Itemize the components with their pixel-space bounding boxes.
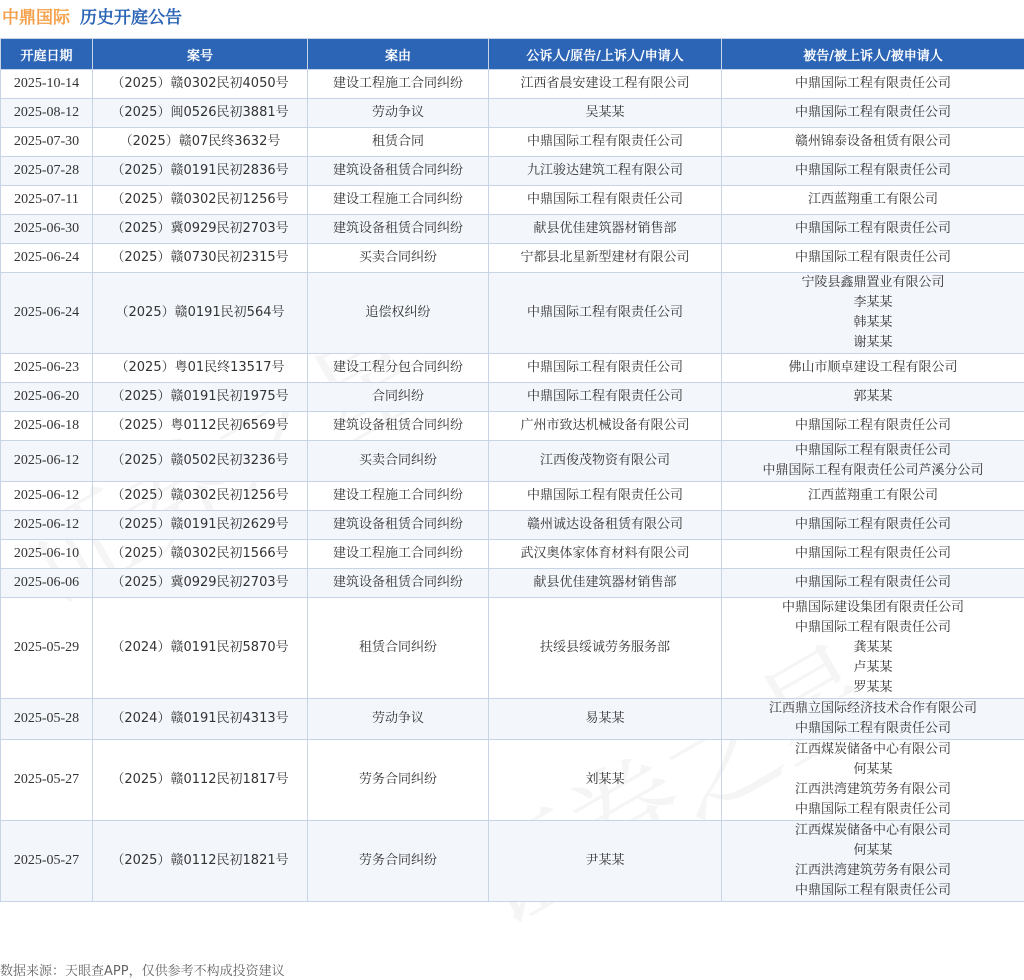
case-number: （2025）赣0302民初1566号	[93, 540, 308, 569]
defendant-cell-entry: 江西煤炭储备中心有限公司	[794, 742, 951, 757]
defendant-cell-entry: 中鼎国际工程有限责任公司	[794, 250, 951, 265]
case-cause: 租赁合同	[308, 128, 489, 157]
hearing-date: 2025-07-11	[1, 186, 93, 215]
case-cause: 租赁合同纠纷	[308, 598, 489, 699]
case-cause: 建筑设备租赁合同纠纷	[308, 511, 489, 540]
hearing-date: 2025-06-12	[1, 441, 93, 482]
case-number: （2025）冀0929民初2703号	[93, 569, 308, 598]
defendant-cell-entry: 郭某某	[853, 389, 893, 404]
case-cause: 建筑设备租赁合同纠纷	[308, 569, 489, 598]
defendant-cell	[722, 157, 1024, 186]
plaintiff-cell	[489, 569, 722, 598]
plaintiff-cell-entry: 中鼎国际工程有限责任公司	[526, 192, 683, 207]
case-cause: 劳动争议	[308, 699, 489, 740]
case-cause: 劳动争议	[308, 99, 489, 128]
hearing-date: 2025-07-30	[1, 128, 93, 157]
column-header-defendant: 被告/被上诉人/被申请人	[722, 39, 1024, 70]
plaintiff-cell	[489, 598, 722, 699]
defendant-cell-entry: 中鼎国际工程有限责任公司	[794, 620, 951, 635]
plaintiff-cell	[489, 383, 722, 412]
defendant-cell	[722, 740, 1024, 821]
defendant-cell-entry: 中鼎国际工程有限责任公司	[794, 517, 951, 532]
table-header-row	[1, 39, 1024, 70]
column-header-cause: 案由	[308, 39, 489, 70]
hearing-date: 2025-05-27	[1, 821, 93, 902]
hearing-date: 2025-06-20	[1, 383, 93, 412]
column-header-case-no: 案号	[93, 39, 308, 70]
table-row	[1, 482, 1024, 511]
defendant-cell-entry: 中鼎国际工程有限责任公司	[794, 105, 951, 120]
case-number: （2025）赣0191民初1975号	[93, 383, 308, 412]
defendant-cell-entry: 中鼎国际工程有限责任公司	[794, 163, 951, 178]
hearing-date: 2025-06-24	[1, 273, 93, 354]
plaintiff-cell	[489, 215, 722, 244]
plaintiff-cell	[489, 354, 722, 383]
defendant-cell-entry: 卢某某	[853, 660, 893, 675]
table-row	[1, 412, 1024, 441]
case-number: （2025）冀0929民初2703号	[93, 215, 308, 244]
hearing-date: 2025-06-23	[1, 354, 93, 383]
plaintiff-cell	[489, 99, 722, 128]
defendant-cell	[722, 244, 1024, 273]
case-number: （2025）赣0502民初3236号	[93, 441, 308, 482]
defendant-cell-entry: 何某某	[853, 762, 893, 777]
plaintiff-cell	[489, 511, 722, 540]
defendant-cell	[722, 128, 1024, 157]
hearing-date: 2025-05-27	[1, 740, 93, 821]
hearing-date: 2025-07-28	[1, 157, 93, 186]
case-number: （2025）赣0730民初2315号	[93, 244, 308, 273]
case-cause: 劳务合同纠纷	[308, 821, 489, 902]
defendant-cell	[722, 699, 1024, 740]
defendant-cell	[722, 482, 1024, 511]
defendant-cell-entry: 中鼎国际工程有限责任公司	[794, 883, 951, 898]
hearing-date: 2025-06-12	[1, 482, 93, 511]
case-cause: 劳务合同纠纷	[308, 740, 489, 821]
table-row	[1, 383, 1024, 412]
hearing-date: 2025-06-06	[1, 569, 93, 598]
plaintiff-cell	[489, 482, 722, 511]
plaintiff-cell	[489, 412, 722, 441]
case-number: （2025）粤0112民初6569号	[93, 412, 308, 441]
table-row	[1, 598, 1024, 699]
table-row	[1, 569, 1024, 598]
case-number: （2025）赣0191民初2836号	[93, 157, 308, 186]
plaintiff-cell-entry: 尹某某	[585, 853, 625, 868]
hearing-date: 2025-06-12	[1, 511, 93, 540]
case-number: （2025）赣07民终3632号	[93, 128, 308, 157]
defendant-cell-entry: 江西鼎立国际经济技术合作有限公司	[768, 701, 977, 716]
plaintiff-cell-entry: 中鼎国际工程有限责任公司	[526, 134, 683, 149]
plaintiff-cell-entry: 武汉奥体家体育材料有限公司	[520, 546, 690, 561]
hearing-date: 2025-10-14	[1, 70, 93, 99]
defendant-cell-entry: 江西蓝翔重工有限公司	[807, 192, 938, 207]
table-row	[1, 186, 1024, 215]
case-number: （2025）赣0191民初564号	[93, 273, 308, 354]
hearing-date: 2025-05-29	[1, 598, 93, 699]
defendant-cell-entry: 中鼎国际建设集团有限责任公司	[781, 600, 964, 615]
table-row	[1, 354, 1024, 383]
defendant-cell	[722, 540, 1024, 569]
table-row	[1, 215, 1024, 244]
defendant-cell-entry: 中鼎国际工程有限责任公司	[794, 575, 951, 590]
hearing-date: 2025-06-18	[1, 412, 93, 441]
plaintiff-cell	[489, 740, 722, 821]
case-cause: 追偿权纠纷	[308, 273, 489, 354]
plaintiff-cell	[489, 70, 722, 99]
plaintiff-cell	[489, 157, 722, 186]
plaintiff-cell-entry: 易某某	[585, 711, 625, 726]
case-cause: 建筑设备租赁合同纠纷	[308, 412, 489, 441]
table-row	[1, 70, 1024, 99]
case-cause: 买卖合同纠纷	[308, 441, 489, 482]
hearing-date: 2025-06-10	[1, 540, 93, 569]
defendant-cell-entry: 中鼎国际工程有限责任公司	[794, 443, 951, 458]
defendant-cell-entry: 中鼎国际工程有限责任公司	[794, 546, 951, 561]
plaintiff-cell-entry: 献县优佳建筑器材销售部	[533, 221, 677, 236]
defendant-cell-entry: 龚某某	[853, 640, 893, 655]
title-bar	[0, 0, 1024, 30]
defendant-cell-entry: 中鼎国际工程有限责任公司芦溪分公司	[762, 463, 984, 478]
defendant-cell-entry: 江西煤炭储备中心有限公司	[794, 823, 951, 838]
plaintiff-cell-entry: 广州市致达机械设备有限公司	[520, 418, 690, 433]
case-number: （2025）赣0112民初1817号	[93, 740, 308, 821]
defendant-cell-entry: 中鼎国际工程有限责任公司	[794, 418, 951, 433]
table-row	[1, 244, 1024, 273]
table-row	[1, 441, 1024, 482]
table-row	[1, 740, 1024, 821]
hearing-date: 2025-06-30	[1, 215, 93, 244]
defendant-cell	[722, 99, 1024, 128]
defendant-cell	[722, 598, 1024, 699]
court-hearing-table	[0, 38, 1024, 902]
table-row	[1, 540, 1024, 569]
defendant-cell	[722, 383, 1024, 412]
defendant-cell-entry: 中鼎国际工程有限责任公司	[794, 221, 951, 236]
case-number: （2025）粤01民终13517号	[93, 354, 308, 383]
plaintiff-cell	[489, 244, 722, 273]
plaintiff-cell-entry: 吴某某	[585, 105, 625, 120]
plaintiff-cell-entry: 江西省晨安建设工程有限公司	[520, 76, 690, 91]
defendant-cell	[722, 215, 1024, 244]
defendant-cell	[722, 273, 1024, 354]
defendant-cell-entry: 何某某	[853, 843, 893, 858]
defendant-cell-entry: 中鼎国际工程有限责任公司	[794, 721, 951, 736]
defendant-cell	[722, 569, 1024, 598]
column-header-date: 开庭日期	[1, 39, 93, 70]
table-row	[1, 99, 1024, 128]
defendant-cell	[722, 441, 1024, 482]
case-cause: 建设工程施工合同纠纷	[308, 540, 489, 569]
plaintiff-cell	[489, 441, 722, 482]
page-title: 历史开庭公告	[80, 7, 182, 28]
plaintiff-cell-entry: 献县优佳建筑器材销售部	[533, 575, 677, 590]
defendant-cell-entry: 江西洪湾建筑劳务有限公司	[794, 863, 951, 878]
plaintiff-cell-entry: 刘某某	[585, 772, 625, 787]
plaintiff-cell	[489, 128, 722, 157]
case-cause: 建筑设备租赁合同纠纷	[308, 157, 489, 186]
defendant-cell-entry: 江西洪湾建筑劳务有限公司	[794, 782, 951, 797]
hearing-date: 2025-06-24	[1, 244, 93, 273]
case-cause: 买卖合同纠纷	[308, 244, 489, 273]
defendant-cell	[722, 186, 1024, 215]
defendant-cell	[722, 412, 1024, 441]
column-header-plaintiff: 公诉人/原告/上诉人/申请人	[489, 39, 722, 70]
table-row	[1, 511, 1024, 540]
defendant-cell	[722, 511, 1024, 540]
case-cause: 建设工程施工合同纠纷	[308, 482, 489, 511]
plaintiff-cell	[489, 821, 722, 902]
case-number: （2025）赣0302民初1256号	[93, 482, 308, 511]
plaintiff-cell-entry: 九江骏达建筑工程有限公司	[526, 163, 683, 178]
table-row	[1, 273, 1024, 354]
table-row	[1, 821, 1024, 902]
case-cause: 建筑设备租赁合同纠纷	[308, 215, 489, 244]
table-body	[1, 70, 1024, 902]
defendant-cell-entry: 韩某某	[853, 315, 893, 330]
defendant-cell	[722, 354, 1024, 383]
case-cause: 建设工程施工合同纠纷	[308, 186, 489, 215]
case-number: （2025）赣0191民初2629号	[93, 511, 308, 540]
plaintiff-cell-entry: 中鼎国际工程有限责任公司	[526, 305, 683, 320]
defendant-cell-entry: 赣州锦泰设备租赁有限公司	[794, 134, 951, 149]
case-number: （2025）赣0112民初1821号	[93, 821, 308, 902]
defendant-cell	[722, 70, 1024, 99]
company-name: 中鼎国际	[2, 7, 70, 28]
plaintiff-cell-entry: 江西俊茂物资有限公司	[539, 453, 670, 468]
plaintiff-cell-entry: 扶绥县绥诚劳务服务部	[539, 640, 670, 655]
case-cause: 合同纠纷	[308, 383, 489, 412]
hearing-date: 2025-08-12	[1, 99, 93, 128]
table-row	[1, 128, 1024, 157]
defendant-cell-entry: 宁陵县鑫鼎置业有限公司	[801, 275, 945, 290]
case-number: （2025）闽0526民初3881号	[93, 99, 308, 128]
data-source-note: 数据来源：天眼查APP，仅供参考不构成投资建议	[0, 964, 285, 979]
case-number: （2025）赣0302民初4050号	[93, 70, 308, 99]
plaintiff-cell	[489, 699, 722, 740]
defendant-cell-entry: 谢某某	[853, 335, 893, 350]
plaintiff-cell-entry: 赣州诚达设备租赁有限公司	[526, 517, 683, 532]
table-row	[1, 699, 1024, 740]
case-number: （2024）赣0191民初4313号	[93, 699, 308, 740]
plaintiff-cell-entry: 中鼎国际工程有限责任公司	[526, 488, 683, 503]
plaintiff-cell-entry: 中鼎国际工程有限责任公司	[526, 389, 683, 404]
plaintiff-cell	[489, 186, 722, 215]
table-row	[1, 157, 1024, 186]
defendant-cell-entry: 罗某某	[853, 680, 893, 695]
case-cause: 建设工程施工合同纠纷	[308, 70, 489, 99]
defendant-cell	[722, 821, 1024, 902]
case-number: （2024）赣0191民初5870号	[93, 598, 308, 699]
plaintiff-cell-entry: 宁都县北星新型建材有限公司	[520, 250, 690, 265]
defendant-cell-entry: 江西蓝翔重工有限公司	[807, 488, 938, 503]
plaintiff-cell	[489, 273, 722, 354]
case-number: （2025）赣0302民初1256号	[93, 186, 308, 215]
case-cause: 建设工程分包合同纠纷	[308, 354, 489, 383]
defendant-cell-entry: 中鼎国际工程有限责任公司	[794, 802, 951, 817]
plaintiff-cell	[489, 540, 722, 569]
defendant-cell-entry: 李某某	[853, 295, 893, 310]
hearing-date: 2025-05-28	[1, 699, 93, 740]
defendant-cell-entry: 中鼎国际工程有限责任公司	[794, 76, 951, 91]
defendant-cell-entry: 佛山市顺卓建设工程有限公司	[788, 360, 958, 375]
plaintiff-cell-entry: 中鼎国际工程有限责任公司	[526, 360, 683, 375]
